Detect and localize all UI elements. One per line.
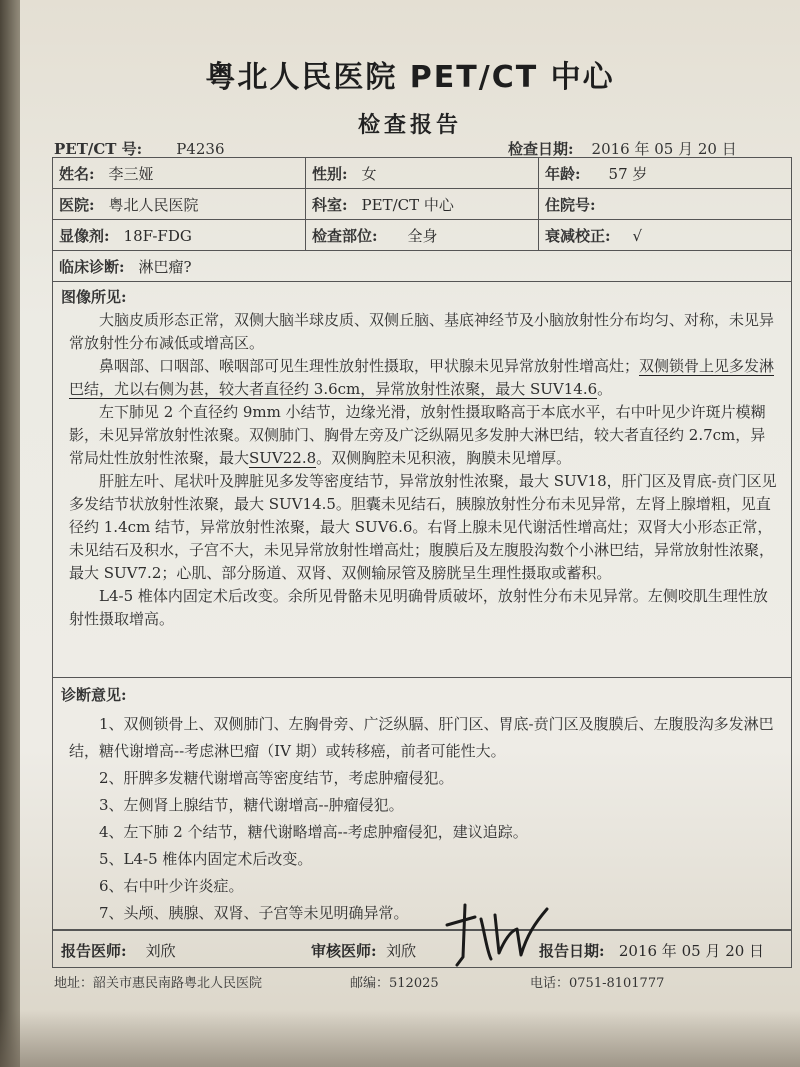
findings-title: 图像所见: — [61, 288, 127, 306]
sex-cell: 性别: 女 — [306, 158, 539, 189]
exam-date: 检查日期: 2016 年 05 月 20 日 — [508, 140, 737, 158]
report-date: 报告日期: 2016 年 05 月 20 日 — [539, 942, 765, 960]
signature-scribble-icon — [435, 895, 565, 975]
findings-neck: 鼻咽部、口咽部、喉咽部可见生理性放射性摄取，甲状腺未见异常放射性增高灶；双侧锁骨上见多发淋巴结，尤以右侧为甚，较大者直径约 3.6cm，异常放射性浓聚，最大 SUV14.6。 — [69, 357, 775, 398]
findings-abdomen: 肝脏左叶、尾状叶及脾脏见多发等密度结节，异常放射性浓聚，最大 SUV18，肝门区及胃底-贲门区见多发结节状放射性浓聚，最大 SUV14.5。胆囊未见结石，胰腺放射性分布未见异常，左肾上腺增粗，见直径约 1.4cm 结节，异常放射性浓聚，最大 SUV6.6。右肾上腺未见代谢活性增高灶；双肾大小形态正常，未见结石及积水，子宫不大，未见异常放射性增高灶；腹膜后及左腹股沟数个小淋巴结，异常放射性浓聚，最大 SUV7.2；心肌、部分肠道、双肾、双侧输尿管及膀胱呈生理性摄取或蓄积。 — [69, 472, 777, 582]
diagnosis-item: 2、肝脾多发糖代谢增高等密度结节，考虑肿瘤侵犯。 — [99, 769, 454, 787]
underline-clavicle: 双侧锁骨上见多发淋巴结，尤以右侧为甚，较大者直径约 3.6cm，异常放射性浓聚，最大 SUV14.6 — [69, 357, 775, 398]
findings-section — [52, 281, 792, 678]
diagnosis-item: 3、左侧肾上腺结节，糖代谢增高--肿瘤侵犯。 — [99, 796, 404, 814]
patient-info-table — [52, 157, 792, 282]
diagnosis-title: 诊断意见: — [61, 686, 127, 704]
footer-phone: 电话：0751-8101777 — [530, 976, 665, 991]
signature-row — [52, 930, 792, 968]
site-cell: 检查部位: 全身 — [306, 220, 539, 251]
inpatient-cell: 住院号: — [539, 189, 792, 220]
review-doctor: 审核医师: 刘欣 — [311, 942, 417, 960]
diagnosis-item: 1、双侧锁骨上、双侧肺门、左胸骨旁、广泛纵膈、肝门区、胃底-贲门区及腹膜后、左腹股沟多发淋巴结，糖代谢增高--考虑淋巴瘤（IV 期）或转移癌，前者可能性大。 — [69, 715, 774, 760]
dept-cell: 科室: PET/CT 中心 — [306, 189, 539, 220]
report-paper — [20, 0, 800, 1067]
underline-suv: SUV22.8 — [249, 449, 317, 467]
diagnosis-item: 4、左下肺 2 个结节，糖代谢略增高--考虑肿瘤侵犯，建议追踪。 — [99, 823, 528, 841]
report-title: 检查报告 — [357, 113, 462, 138]
hospital-title: 粤北人民医院 PET/CT 中心 — [205, 60, 615, 95]
hospital-cell: 医院: 粤北人民医院 — [53, 189, 306, 220]
name-cell: 姓名: 李三娅 — [53, 158, 306, 189]
diagnosis-item: 7、头颅、胰腺、双肾、子宫等未见明确异常。 — [99, 904, 409, 922]
age-cell: 年龄: 57 岁 — [539, 158, 792, 189]
findings-brain: 大脑皮质形态正常，双侧大脑半球皮质、双侧丘脑、基底神经节及小脑放射性分布均匀、对称，未见异常放射性分布减低或增高区。 — [69, 311, 775, 352]
pet-ct-number: PET/CT 号: P4236 — [54, 140, 225, 158]
findings-chest: 左下肺见 2 个直径约 9mm 小结节，边缘光滑，放射性摄取略高于本底水平，右中叶见少许斑片模糊影，未见异常放射性浓聚。双侧肺门、胸骨左旁及广泛纵隔见多发肿大淋巴结，较大者直径约 2.7cm，异常局灶性放射性浓聚，最大SUV22.8。双侧胸腔未见积液，胸膜未见增厚。 — [69, 403, 766, 467]
findings-bone: L4-5 椎体内固定术后改变。余所见骨骼未见明确骨质破坏，放射性分布未见异常。左侧咬肌生理性放射性摄取增高。 — [69, 587, 768, 628]
photo-shadow — [0, 1010, 800, 1067]
diagnosis-item: 6、右中叶少许炎症。 — [99, 877, 244, 895]
report-doctor: 报告医师: 刘欣 — [61, 942, 176, 960]
tracer-cell: 显像剂: 18F-FDG — [53, 220, 306, 251]
decay-cell: 衰减校正: √ — [539, 220, 792, 251]
footer-postcode: 邮编：512025 — [350, 976, 439, 991]
diagnosis-section — [52, 678, 792, 930]
diagnosis-item: 5、L4-5 椎体内固定术后改变。 — [99, 850, 313, 868]
clinical-cell: 临床诊断: 淋巴瘤? — [53, 251, 792, 282]
footer-address: 地址：韶关市惠民南路粤北人民医院 — [54, 976, 263, 991]
